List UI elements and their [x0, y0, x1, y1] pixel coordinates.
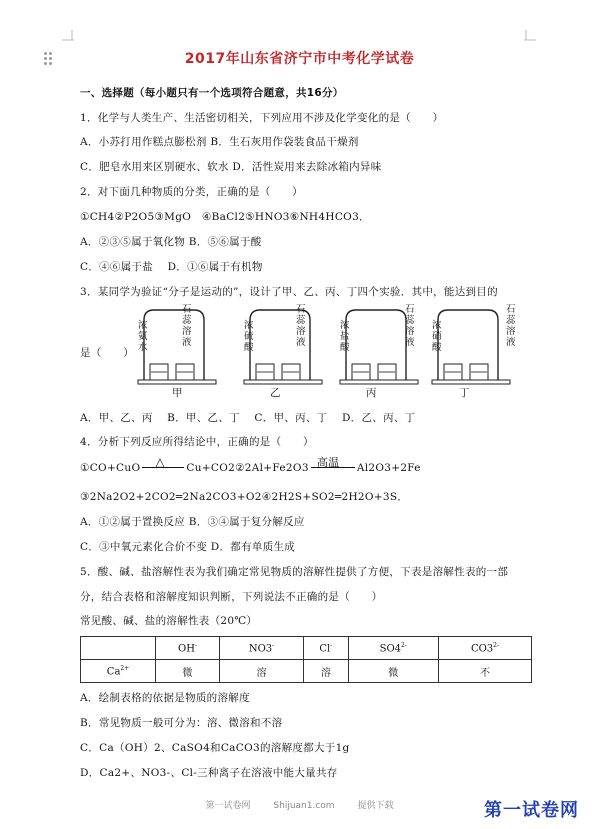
exp1-right-label: 石蕊溶液 — [182, 304, 192, 348]
question-2-items: ①CH4②P2O5③MgO ④BaCl2⑤HNO3⑥NH4HCO3． — [80, 211, 370, 223]
question-1-options-ab: A．小苏打用作糕点膨松剂 B．生石灰用作袋装食品干燥剂 — [80, 136, 359, 148]
high-temp-condition: 高温 — [316, 456, 340, 469]
question-2: 2．对下面几种物质的分类，正确的是（ ） — [80, 186, 303, 198]
question-4-reaction-2: ③2Na2O2+2CO2═2Na2CO3+O2④2H2S+SO2═2H2O+3S． — [80, 491, 409, 503]
apparatus-yi — [244, 310, 322, 384]
question-5-option-c: C．Ca（OH）2、CaSO4和CaCO3的溶解度都大于1g — [80, 742, 350, 754]
footer-right: 提供下载 — [357, 801, 394, 811]
footer-mid: Shijuan1.com — [273, 801, 335, 811]
exp-label-yi: 乙 — [270, 387, 281, 399]
footer-left: 第一试卷网 — [205, 801, 251, 811]
exp2-right-label: 石蕊溶液 — [296, 304, 306, 348]
table-cell: $Ca^{2+}$ — [81, 660, 156, 683]
delta-condition: △ — [155, 455, 165, 469]
table-header-row — [81, 637, 532, 660]
corner-mark-top-left — [62, 30, 74, 42]
table-cell: OH- — [156, 637, 220, 660]
exp3-right-label: 石蕊溶液 — [405, 304, 415, 348]
table-row — [81, 660, 532, 683]
table-cell: $CO3^{2-}$ — [438, 637, 531, 660]
question-5-option-b: B．常见物质一般可分为：溶、微溶和不溶 — [80, 717, 283, 729]
watermark-logo: 第一试卷网 — [484, 800, 579, 821]
question-5-cont: 分，结合表格和溶解度知识判断，下列说法不正确的是（ ） — [80, 591, 383, 603]
table-cell: Cl- — [304, 637, 348, 660]
exp4-left-label: 浓硝酸 — [432, 320, 442, 353]
question-5-option-d: D．Ca2+、NO3-、Cl-三种离子在溶液中能大量共存 — [80, 767, 338, 779]
question-4-reaction-1 — [80, 455, 421, 474]
exp-label-ding: 丁 — [459, 387, 470, 399]
question-2-options-ab: A．②③⑤属于氧化物 B．⑤⑥属于酸 — [80, 236, 262, 248]
question-4-options-cd: C．③中氧元素化合价不变 D．都有单质生成 — [80, 541, 296, 553]
reaction-1b: Cu+CO2②2Al+Fe2O3 — [186, 462, 309, 474]
exp2-left-label: 浓硫酸 — [244, 320, 254, 353]
table-cell: 微 — [156, 660, 220, 683]
question-4: 4．分析下列反应所得结论中，正确的是（ ） — [80, 436, 314, 448]
apparatus-ding — [432, 310, 510, 384]
table-caption: 常见酸、碱、盐的溶解性表（20℃） — [80, 615, 258, 627]
question-3-options: A．甲、乙、丙 B．甲、乙、丁 C．甲、丙、丁 D．乙、丙、丁 — [80, 412, 416, 424]
table-cell — [81, 637, 156, 660]
page-title: 2017年山东省济宁市中考化学试卷 — [184, 51, 415, 67]
question-5: 5．酸、碱、盐溶解性表为我们确定常见物质的溶解性提供了方便，下表是溶解性表的一部 — [80, 566, 509, 578]
table-cell: NO3- — [219, 637, 303, 660]
apparatus-jia — [138, 310, 216, 384]
exp3-left-label: 浓盐酸 — [340, 320, 350, 353]
section-heading: 一、选择题（每小题只有一个选项符合题意，共16分） — [80, 87, 344, 99]
question-3: 3．某同学为验证“分子是运动的”，设计了甲、乙、丙、丁四个实验．其中，能达到目的 — [80, 286, 498, 298]
exp-label-bing: 丙 — [366, 387, 377, 399]
table-cell: 溶 — [219, 660, 303, 683]
table-cell: 不 — [438, 660, 531, 683]
reaction-1a: ①CO+CuO — [80, 462, 141, 474]
question-2-options-cd: C．④⑥属于盐 D．①⑥属于有机物 — [80, 261, 263, 273]
question-1: 1．化学与人类生产、生活密切相关，下列应用不涉及化学变化的是（ ） — [80, 112, 444, 124]
table-cell: 微 — [348, 660, 438, 683]
question-4-options-ab: A．①②属于置换反应 B．③④属于复分解反应 — [80, 516, 305, 528]
question-5-option-a: A．绘制表格的依据是物质的溶解度 — [80, 692, 250, 704]
solubility-table — [80, 636, 532, 683]
table-cell: 溶 — [304, 660, 348, 683]
reaction-1c: Al2O3+2Fe — [356, 462, 421, 474]
question-1-options-cd: C．肥皂水用来区别硬水、软水 D．活性炭用来去除冰箱内异味 — [80, 161, 382, 173]
exp4-right-label: 石蕊溶液 — [506, 304, 516, 348]
corner-mark-top-right — [524, 30, 536, 42]
exp-label-jia: 甲 — [172, 387, 183, 399]
exp1-left-label: 浓氨水 — [138, 320, 148, 353]
table-cell: $SO4^{2-}$ — [348, 637, 438, 660]
question-3-cont: 是（ ） — [80, 347, 134, 359]
